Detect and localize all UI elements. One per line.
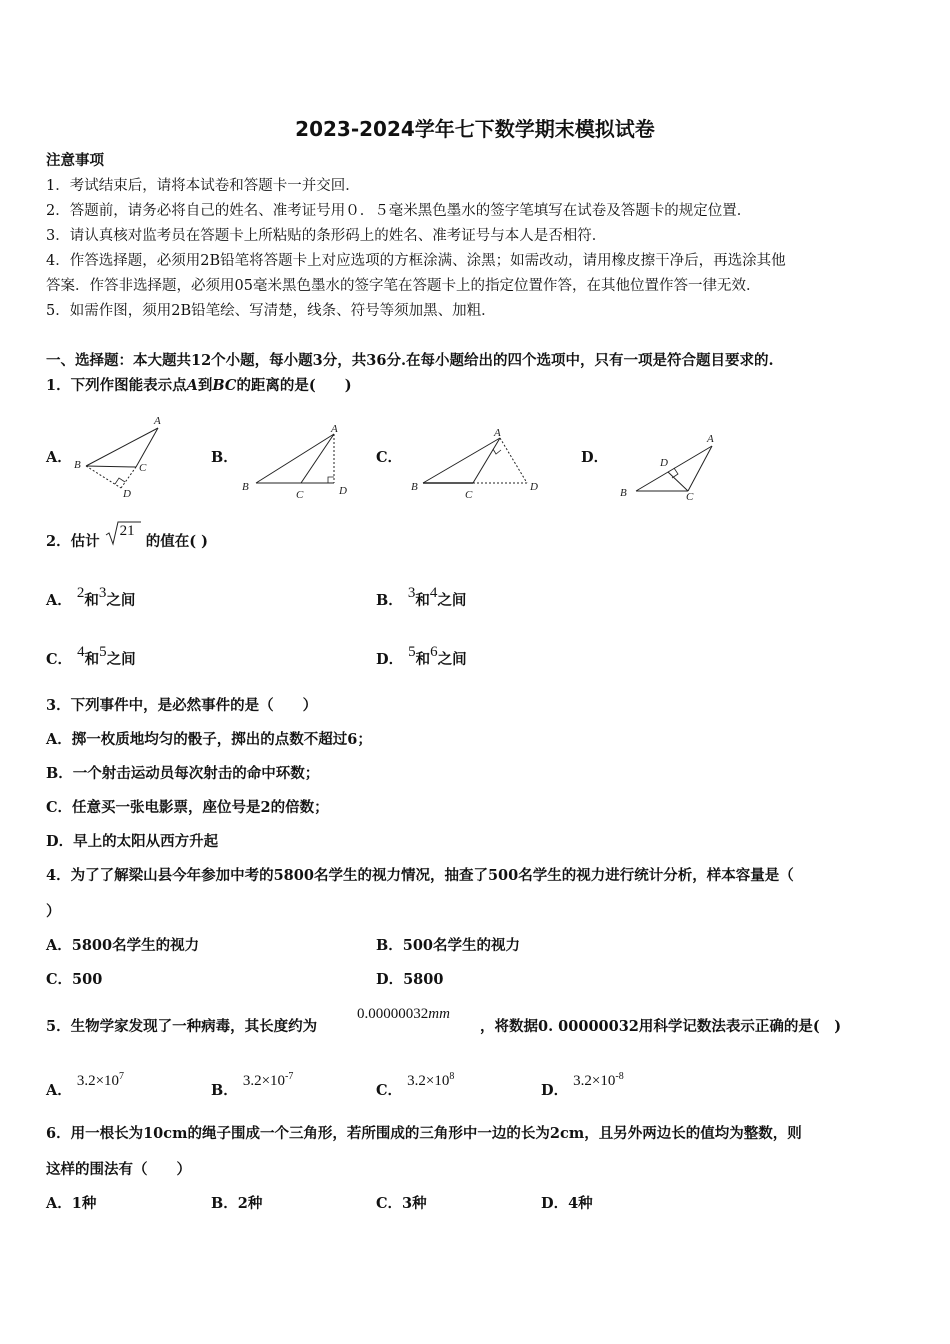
q1-option-c-label[interactable]: C． xyxy=(376,449,403,466)
notice-heading: 注意事项 xyxy=(46,152,104,169)
radicand: 21 xyxy=(119,523,135,539)
question-1-stem: 1．下列作图能表示点A到BC的距离的是( ) xyxy=(46,377,352,394)
question-4-stem: 4．为了了解梁山县今年参加中考的5800名学生的视力情况，抽查了500名学生的视力进行统计分析，样本容量是（ xyxy=(46,867,794,884)
question-3-stem: 3．下列事件中，是必然事件的是（ ） xyxy=(46,697,318,714)
q1d-label-c: C xyxy=(686,491,694,503)
q5-value: 0.00000032mm xyxy=(357,1006,450,1022)
q1-figure-c xyxy=(405,422,550,502)
q1a-label-b: B xyxy=(74,459,81,471)
q5-option-b[interactable]: B． $3.2\times 10^{-7}$ xyxy=(211,1071,294,1099)
q1c-label-b: B xyxy=(411,481,418,493)
notice-item: 4．作答选择题，必须用2B铅笔将答题卡上对应选项的方框涂满、涂黑；如需改动，请用橡皮擦干净后，再选涂其他 xyxy=(46,253,786,269)
q1c-label-a: A xyxy=(494,427,501,439)
q3-option-a[interactable]: A．掷一枚质地均匀的骰子，掷出的点数不超过6； xyxy=(46,731,372,748)
notice-item: 5．如需作图，须用2B铅笔绘、写清楚，线条、符号等须加黑、加粗． xyxy=(46,303,496,319)
q1-figure-d xyxy=(612,428,732,506)
q4-option-c[interactable]: C．500 xyxy=(46,971,103,988)
q3-option-b[interactable]: B．一个射击运动员每次射击的命中环数； xyxy=(46,765,320,782)
q1d-label-b: B xyxy=(620,487,627,499)
q1-option-b-label[interactable]: B． xyxy=(211,449,238,466)
question-6-stem: 6．用一根长为10cm的绳子围成一个三角形，若所围成的三角形中一边的长为2cm，且另外两边长的值均为整数，则 xyxy=(46,1125,802,1142)
notice-item: 答案．作答非选择题，必须用05毫米黑色墨水的签字笔在答题卡上的指定位置作答，在其他位置作答一律无效． xyxy=(46,278,761,294)
q5-option-c[interactable]: C． $3.2\times 10^8$ xyxy=(376,1071,455,1099)
q6-option-d[interactable]: D．4种 xyxy=(541,1195,593,1212)
notice-item: 1．考试结束后，请将本试卷和答题卡一并交回． xyxy=(46,178,360,194)
q4-option-a[interactable]: A．5800名学生的视力 xyxy=(46,937,200,954)
q1-option-a-label[interactable]: A． xyxy=(46,449,72,466)
section-heading: 一、选择题：本大题共12个小题，每小题3分，共36分.在每小题给出的四个选项中，只有一项是符合题目要求的. xyxy=(46,352,774,369)
q4-option-b[interactable]: B．500名学生的视力 xyxy=(376,937,521,954)
q3-option-c[interactable]: C．任意买一张电影票，座位号是2的倍数； xyxy=(46,799,329,816)
question-4-stem-cont: ） xyxy=(46,903,61,920)
q1-figure-b xyxy=(236,422,356,502)
q3-option-d[interactable]: D．早上的太阳从西方升起 xyxy=(46,833,219,850)
q6-option-c[interactable]: C．3种 xyxy=(376,1195,427,1212)
question-6-stem-cont: 这样的围法有（ ） xyxy=(46,1161,191,1178)
q1-option-d-label[interactable]: D． xyxy=(581,449,609,466)
q2-option-b[interactable]: B． 3和4之间 xyxy=(376,585,467,609)
q5-option-d[interactable]: D． $3.2\times 10^{-8}$ xyxy=(541,1071,624,1099)
q1a-label-d: D xyxy=(123,488,131,500)
q1b-label-d: D xyxy=(339,485,347,497)
question-5-stem-end: ，将数据0. 00000032用科学记数法表示正确的是( ) xyxy=(480,1018,842,1035)
q1a-label-c: C xyxy=(139,462,147,474)
q1d-label-d: D xyxy=(660,457,668,469)
question-5-stem: 5．生物学家发现了一种病毒，其长度约为 xyxy=(46,1018,318,1035)
q2-option-c[interactable]: C． 4和5之间 xyxy=(46,644,136,668)
q4-option-d[interactable]: D．5800 xyxy=(376,971,444,988)
q5-option-a[interactable]: A． $3.2\times 10^7$ xyxy=(46,1071,125,1099)
q6-option-a[interactable]: A．1种 xyxy=(46,1195,97,1212)
notice-item: 2．答题前，请务必将自己的姓名、准考证号用０．５毫米黑色墨水的签字笔填写在试卷及答题卡的规定位置． xyxy=(46,203,752,219)
q1b-label-c: C xyxy=(296,489,304,501)
q1a-label-a: A xyxy=(154,415,161,427)
q1b-label-a: A xyxy=(331,423,338,435)
q1b-label-b: B xyxy=(242,481,249,493)
q1-figure-a xyxy=(66,412,176,504)
q6-option-b[interactable]: B．2种 xyxy=(211,1195,263,1212)
q2-option-d[interactable]: D． 5和6之间 xyxy=(376,644,467,668)
notice-item: 3．请认真核对监考员在答题卡上所粘贴的条形码上的姓名、准考证号与本人是否相符． xyxy=(46,228,607,244)
question-2-stem: 2．估计 21 的值在( ) xyxy=(46,533,208,551)
q1d-label-a: A xyxy=(707,433,714,445)
q1c-label-d: D xyxy=(530,481,538,493)
q1c-label-c: C xyxy=(465,489,473,501)
q2-option-a[interactable]: A． 2和3之间 xyxy=(46,585,136,609)
page-title: 2023-2024学年七下数学期末模拟试卷 xyxy=(295,117,655,141)
